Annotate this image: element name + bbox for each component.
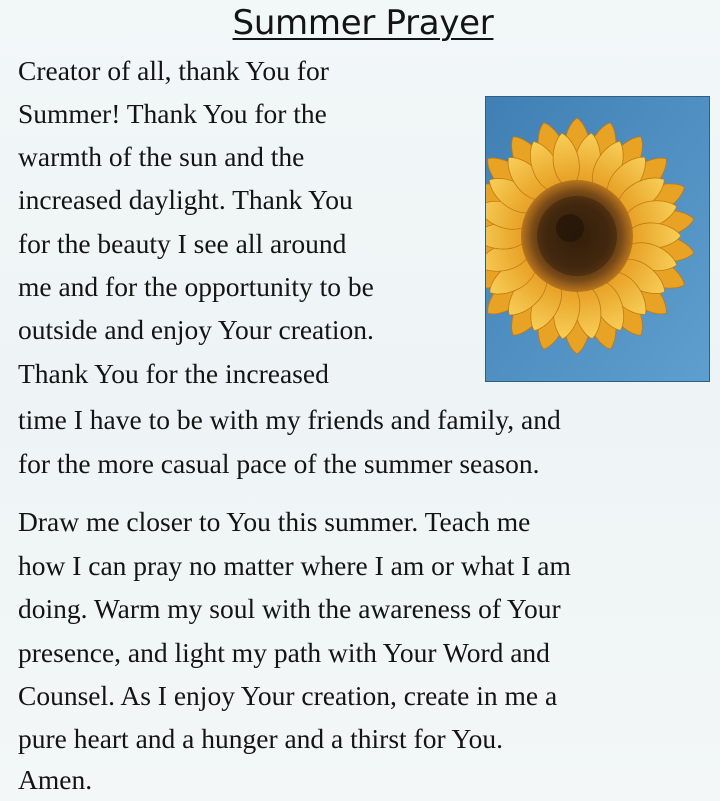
prayer-line-12: how I can pray no matter where I am or what I am [18,550,571,581]
sunflower-center-dark [556,214,584,242]
prayer-line-8: Thank You for the increased [18,358,329,389]
prayer-line-3: warmth of the sun and the [18,141,305,172]
prayer-line-9: time I have to be with my friends and family, and [18,404,561,435]
sunflower-image [485,96,710,382]
prayer-line-17: Amen. [18,764,93,795]
prayer-line-15: Counsel. As I enjoy Your creation, create in me a [18,680,558,711]
prayer-line-16: pure heart and a hunger and a thirst for You. [18,723,503,754]
prayer-line-14: presence, and light my path with Your Word and [18,637,550,668]
prayer-line-10: for the more casual pace of the summer season. [18,448,540,479]
prayer-line-4: increased daylight. Thank You [18,184,353,215]
prayer-line-13: doing. Warm my soul with the awareness of Your [18,593,561,624]
prayer-line-5: for the beauty I see all around [18,228,347,259]
page-title-text: Summer Prayer [232,3,494,43]
prayer-line-1: Creator of all, thank You for [18,55,329,86]
prayer-line-7: outside and enjoy Your creation. [18,314,374,345]
page-title [0,3,720,43]
sunflower-illustration [485,96,710,382]
prayer-line-11: Draw me closer to You this summer. Teach me [18,506,531,537]
prayer-line-2: Summer! Thank You for the [18,98,327,129]
prayer-line-6: me and for the opportunity to be [18,271,374,302]
